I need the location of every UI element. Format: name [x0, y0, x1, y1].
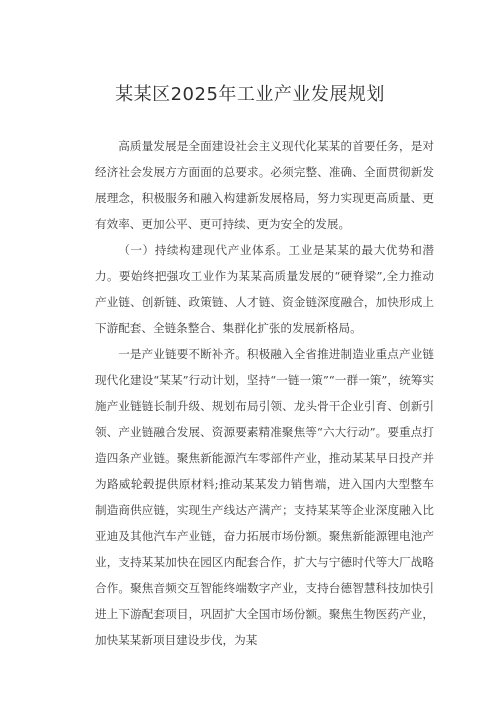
- paragraph-section-one: （一）持续构建现代产业体系。工业是某某的最大优势和潜力。要始终把强攻工业作为某某高质量发展的“硬脊梁”,全力推动产业链、创新链、政策链、人才链、资金链深度融合，加快形成上下游配套、全链条整合、集群化扩张的发展新格局。: [95, 243, 434, 335]
- document-body: [95, 133, 434, 653]
- paragraph-intro: 高质量发展是全面建设社会主义现代化某某的首要任务，是对经济社会发展方方面面的总要求。必须完整、准确、全面贯彻新发展理念，积极服务和融入构建新发展格局，努力实现更高质量、更有效率、更加公平、更可持续、更为安全的发展。: [95, 139, 434, 231]
- document-title: 某某区2025年工业产业发展规划: [115, 84, 385, 105]
- paragraph-industry-chain: 一是产业链要不断补齐。积极融入全省推进制造业重点产业链现代化建设“某某”行动计划，坚持“一链一策”“一群一策”，统筹实施产业链链长制升级、规划布局引领、龙头骨干企业引育、创新引领、产业链融合发展、资源要素精准聚焦等“六大行动”。要重点打造四条产业链。聚焦新能源汽车零部件产业，推动某某早日投产并为路威轮毂提供原材料;推动某某发力销售端，进入国内大型整车制造商供应链，实现生产线达产满产；支持某某等企业深度融入比亚迪及其他汽车产业链，奋力拓展市场份额。聚焦新能源锂电池产业，支持某某加快在园区内配套合作，扩大与宁德时代等大厂战略合作。聚焦音频交互智能终端数字产业，支持台德智慧科技加快引进上下游配套项目，巩固扩大全国市场份额。聚焦生物医药产业，加快某某新项目建设步伐，为某: [95, 347, 434, 647]
